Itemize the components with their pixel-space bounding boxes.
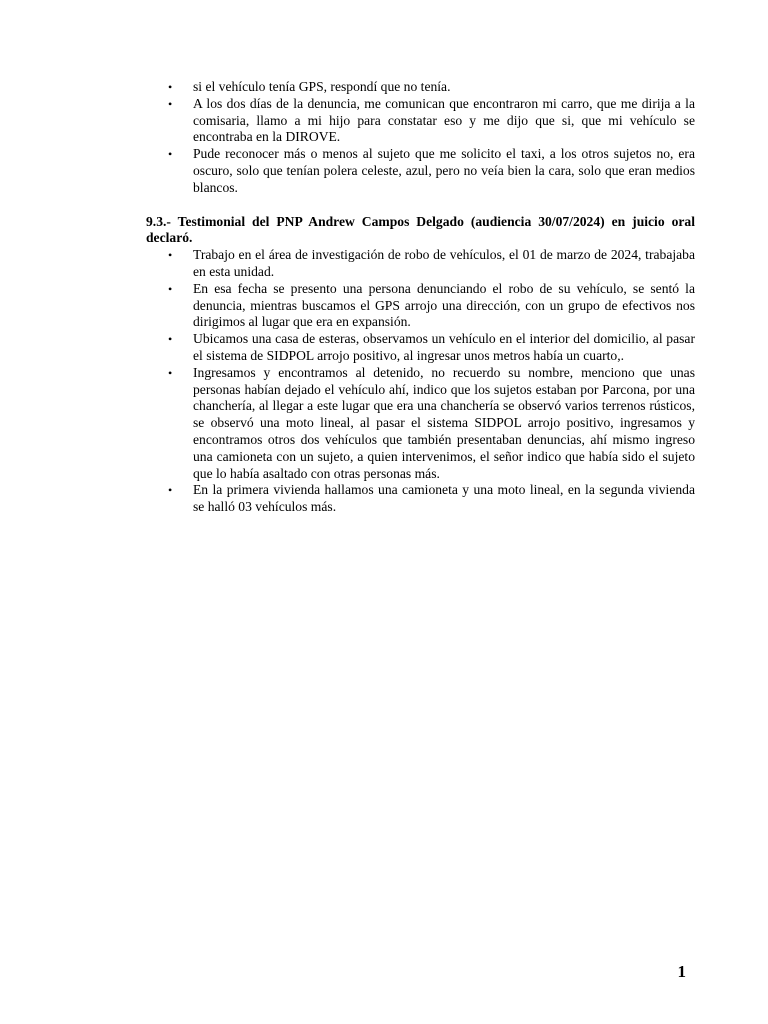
list-item-text: si el vehículo tenía GPS, respondí que no tenía. <box>193 79 451 94</box>
list-item <box>146 482 695 516</box>
document-page <box>146 79 695 516</box>
testimony-bullet-list-section <box>146 247 695 516</box>
list-item <box>146 146 695 196</box>
testimony-bullet-list-top <box>146 79 695 197</box>
bullet-icon: • <box>168 147 173 162</box>
list-item <box>146 96 695 146</box>
list-item-text: Pude reconocer más o menos al sujeto que me solicito el taxi, a los otros sujetos no, era oscuro, solo que tenían polera celeste, azul, pero no veía bien la cara, solo que eran medios blancos. <box>193 146 695 195</box>
list-item-text: En esa fecha se presento una persona denunciando el robo de su vehículo, se sentó la denuncia, mientras buscamos el GPS arrojo una dirección, con un grupo de efectivos nos dirigimos al lugar que era en expansión. <box>193 280 695 330</box>
list-item-text: Ingresamos y encontramos al detenido, no recuerdo su nombre, menciono que unas personas habían dejado el vehículo ahí, indico que los sujetos estaban por Parcona, por una chanchería, al llegar a este lugar que era una chanchería se observó varios terrenos rústicos, se observó una moto lineal, al pasar el sistema SIDPOL arrojo positivo, ingresamos y encontramos otros dos vehículos que también presentaban denuncias, ahí mismo ingreso una camioneta con un sujeto, a quien intervenimos, el señor indico que había sido el sujeto que lo había asaltado con otras personas más. <box>193 364 695 481</box>
bullet-icon: • <box>168 96 173 111</box>
list-item <box>146 79 695 96</box>
bullet-icon: • <box>168 248 173 263</box>
list-item <box>146 365 695 483</box>
list-item-text: En la primera vivienda hallamos una camioneta y una moto lineal, en la segunda vivienda se halló 03 vehículos más. <box>193 482 695 515</box>
page-number: 1 <box>677 962 686 981</box>
list-item-text: Trabajo en el área de investigación de robo de vehículos, el 01 de marzo de 2024, trabajaba en esta unidad. <box>193 247 695 279</box>
list-item-text: Ubicamos una casa de esteras, observamos un vehículo en el interior del domicilio, al pasar el sistema de SIDPOL arrojo positivo, al ingresar unos metros había un cuarto,. <box>193 331 695 363</box>
list-item <box>146 247 695 281</box>
bullet-icon: • <box>168 483 173 498</box>
bullet-icon: • <box>168 365 173 380</box>
list-item <box>146 331 695 365</box>
bullet-icon: • <box>168 332 173 347</box>
list-item-text: A los dos días de la denuncia, me comunican que encontraron mi carro, que me dirija a la comisaria, llamo a mi hijo para constatar eso y me dijo que si, que mi vehículo se encontraba en la DIROVE. <box>193 95 695 145</box>
bullet-icon: • <box>168 281 173 296</box>
list-item <box>146 281 695 331</box>
section-heading: 9.3.- Testimonial del PNP Andrew Campos Delgado (audiencia 30/07/2024) en juicio oral declaró. <box>146 213 695 246</box>
bullet-icon: • <box>168 80 173 94</box>
